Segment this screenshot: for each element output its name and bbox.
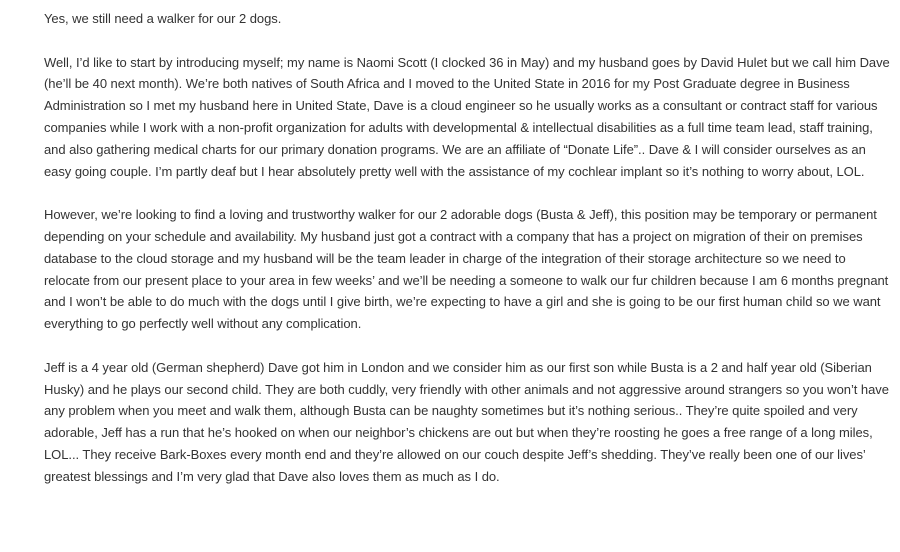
position-paragraph: However, we’re looking to find a loving and trustworthy walker for our 2 adorable dogs (Busta & Jeff), this position may be temporary or permanent depending on your schedule and availability. My husband just got a contract with a company that has a project on migration of their on premises database to the cloud storage and my husband will be the team leader in charge of the integration of their storage architecture so we need to relocate from our present place to your area in few weeks’ and we’ll be needing a someone to walk our fur children because I am 6 months pregnant and I won’t be able to do much with the dogs until I give birth, we’re expecting to have a girl and she is going to be our first human child so we want everything to go perfectly well without any complication. bbox=[44, 207, 892, 332]
introduction-paragraph: Well, I’d like to start by introducing myself; my name is Naomi Scott (I clocked 36 in May) and my husband goes by David Hulet but we call him Dave (he’ll be 40 next month). We’re both natives of South Africa and I moved to the United State in 2016 for my Post Graduate degree in Business Administration so I met my husband here in United State, Dave is a cloud engineer so he usually works as a consultant or contract staff for various companies while I work with a non-profit organization for adults with developmental & intellectual disabilities as a full time team lead, staff training, and also gathering medical charts for our primary donation programs. We are an affiliate of “Donate Life”.. Dave & I will consider ourselves as an easy going couple. I’m partly deaf but I hear absolutely pretty well with the assistance of my cochlear implant so it’s nothing to worry about, LOL. bbox=[44, 54, 894, 179]
dogs-description-paragraph: Jeff is a 4 year old (German shepherd) Dave got him in London and we consider him as our first son while Busta is a 2 and half year old (Siberian Husky) and he plays our second child. They are both cuddly, very friendly with other animals and not aggressive around strangers so you won’t have any problem when you meet and walk them, although Busta can be naughty sometimes but it’s nothing serious.. They’re quite spoiled and very adorable, Jeff has a run that he’s hooked on when our neighbor’s chickens are out but when they’re roosting he goes a free range of a long miles, LOL... They receive Bark-Boxes every month end and they’re allowed on our couch despite Jeff’s shedding. They’ve really been one of our lives’ greatest blessings and I’m very glad that Dave also loves them as much as I do. bbox=[44, 359, 893, 484]
greeting-paragraph: Yes, we still need a walker for our 2 dogs. bbox=[44, 11, 282, 26]
